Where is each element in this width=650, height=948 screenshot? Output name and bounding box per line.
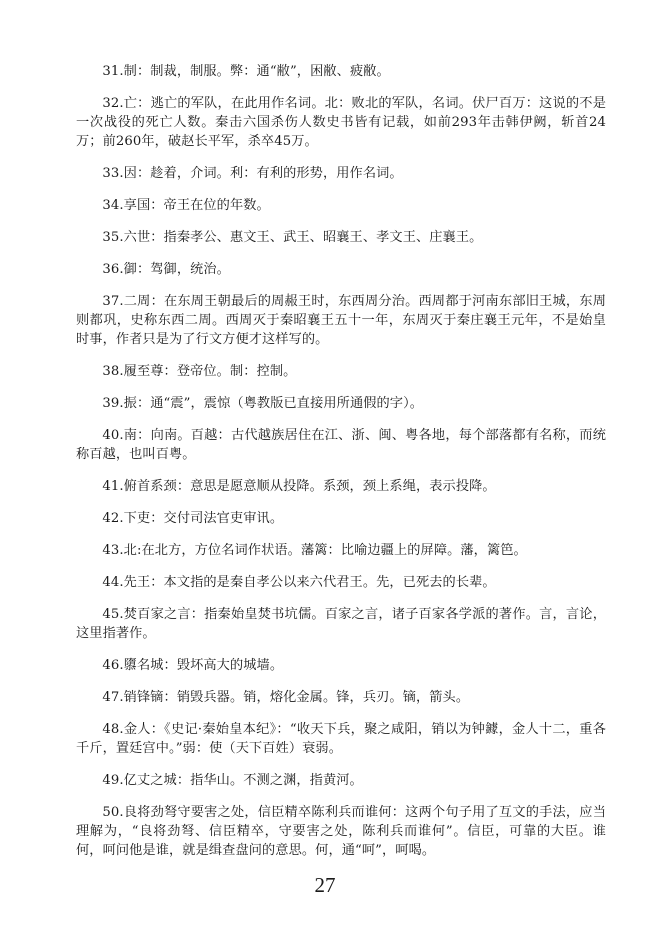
note-46: 46.隳名城：毁坏高大的城墙。	[102, 658, 284, 673]
note-39: 39.振：通“震”，震惊（粤教版已直接用所通假的字）。	[102, 396, 424, 411]
note-36: 36.御：驾御，统治。	[102, 262, 230, 277]
note-32: 32.亡：逃亡的军队，在此用作名词。北：败北的军队，名词。伏尸百万：这说的不是一次战役的死亡人数。秦击六国杀伤人数史书皆有记载，如前293年击韩伊阙，斩首24万；前260年，破赵长平军，杀卒45万。	[76, 96, 606, 149]
note-34: 34.享国：帝王在位的年数。	[102, 198, 270, 213]
annotation-page	[76, 62, 606, 873]
note-31: 31.制：制裁，制服。弊：通“敝”，困敝、疲敝。	[102, 64, 390, 79]
note-35: 35.六世：指秦孝公、惠文王、武王、昭襄王、孝文王、庄襄王。	[102, 230, 483, 245]
note-48: 48.金人：《史记·秦始皇本纪》：“收天下兵，聚之咸阳，销以为钟鐻，金人十二，重各千斤，置廷宫中。”弱：使（天下百姓）衰弱。	[76, 722, 606, 756]
note-43: 43.北:在北方，方位名词作状语。藩篱：比喻边疆上的屏障。藩，篱笆。	[102, 543, 527, 558]
note-40: 40.南：向南。百越：古代越族居住在江、浙、闽、粤各地，每个部落都有名称，而统称百越，也叫百粤。	[76, 428, 606, 462]
note-49: 49.亿丈之城：指华山。不测之渊，指黄河。	[102, 773, 363, 788]
note-37: 37.二周：在东周王朝最后的周赧王时，东西周分治。西周都于河南东部旧王城，东周则都巩，史称东西二周。西周灭于秦昭襄王五十一年，东周灭于秦庄襄王元年，不是始皇时事，作者只是为了行文方便才这样写的。	[76, 294, 606, 347]
note-44: 44.先王：本文指的是秦自孝公以来六代君王。先，已死去的长辈。	[102, 575, 496, 590]
note-45: 45.焚百家之言：指秦始皇焚书坑儒。百家之言，诸子百家各学派的著作。言，言论，这里指著作。	[76, 607, 606, 641]
note-33: 33.因：趁着，介词。利：有利的形势，用作名词。	[102, 166, 403, 181]
page-number: 27	[314, 873, 336, 897]
note-47: 47.销锋镝：销毁兵器。销，熔化金属。锋，兵刃。镝，箭头。	[102, 690, 470, 705]
note-38: 38.履至尊：登帝位。制：控制。	[102, 364, 297, 379]
note-41: 41.俯首系颈：意思是愿意顺从投降。系颈，颈上系绳，表示投降。	[102, 479, 496, 494]
note-42: 42.下吏：交付司法官吏审讯。	[102, 511, 284, 526]
note-50: 50.良将劲弩守要害之处，信臣精卒陈利兵而谁何：这两个句子用了互文的手法，应当理解为，“良将劲弩、信臣精卒，守要害之处，陈利兵而谁何”。信臣，可靠的大臣。谁何，呵问他是谁，就是缉查盘问的意思。何，通“呵”，呵喝。	[76, 805, 606, 858]
